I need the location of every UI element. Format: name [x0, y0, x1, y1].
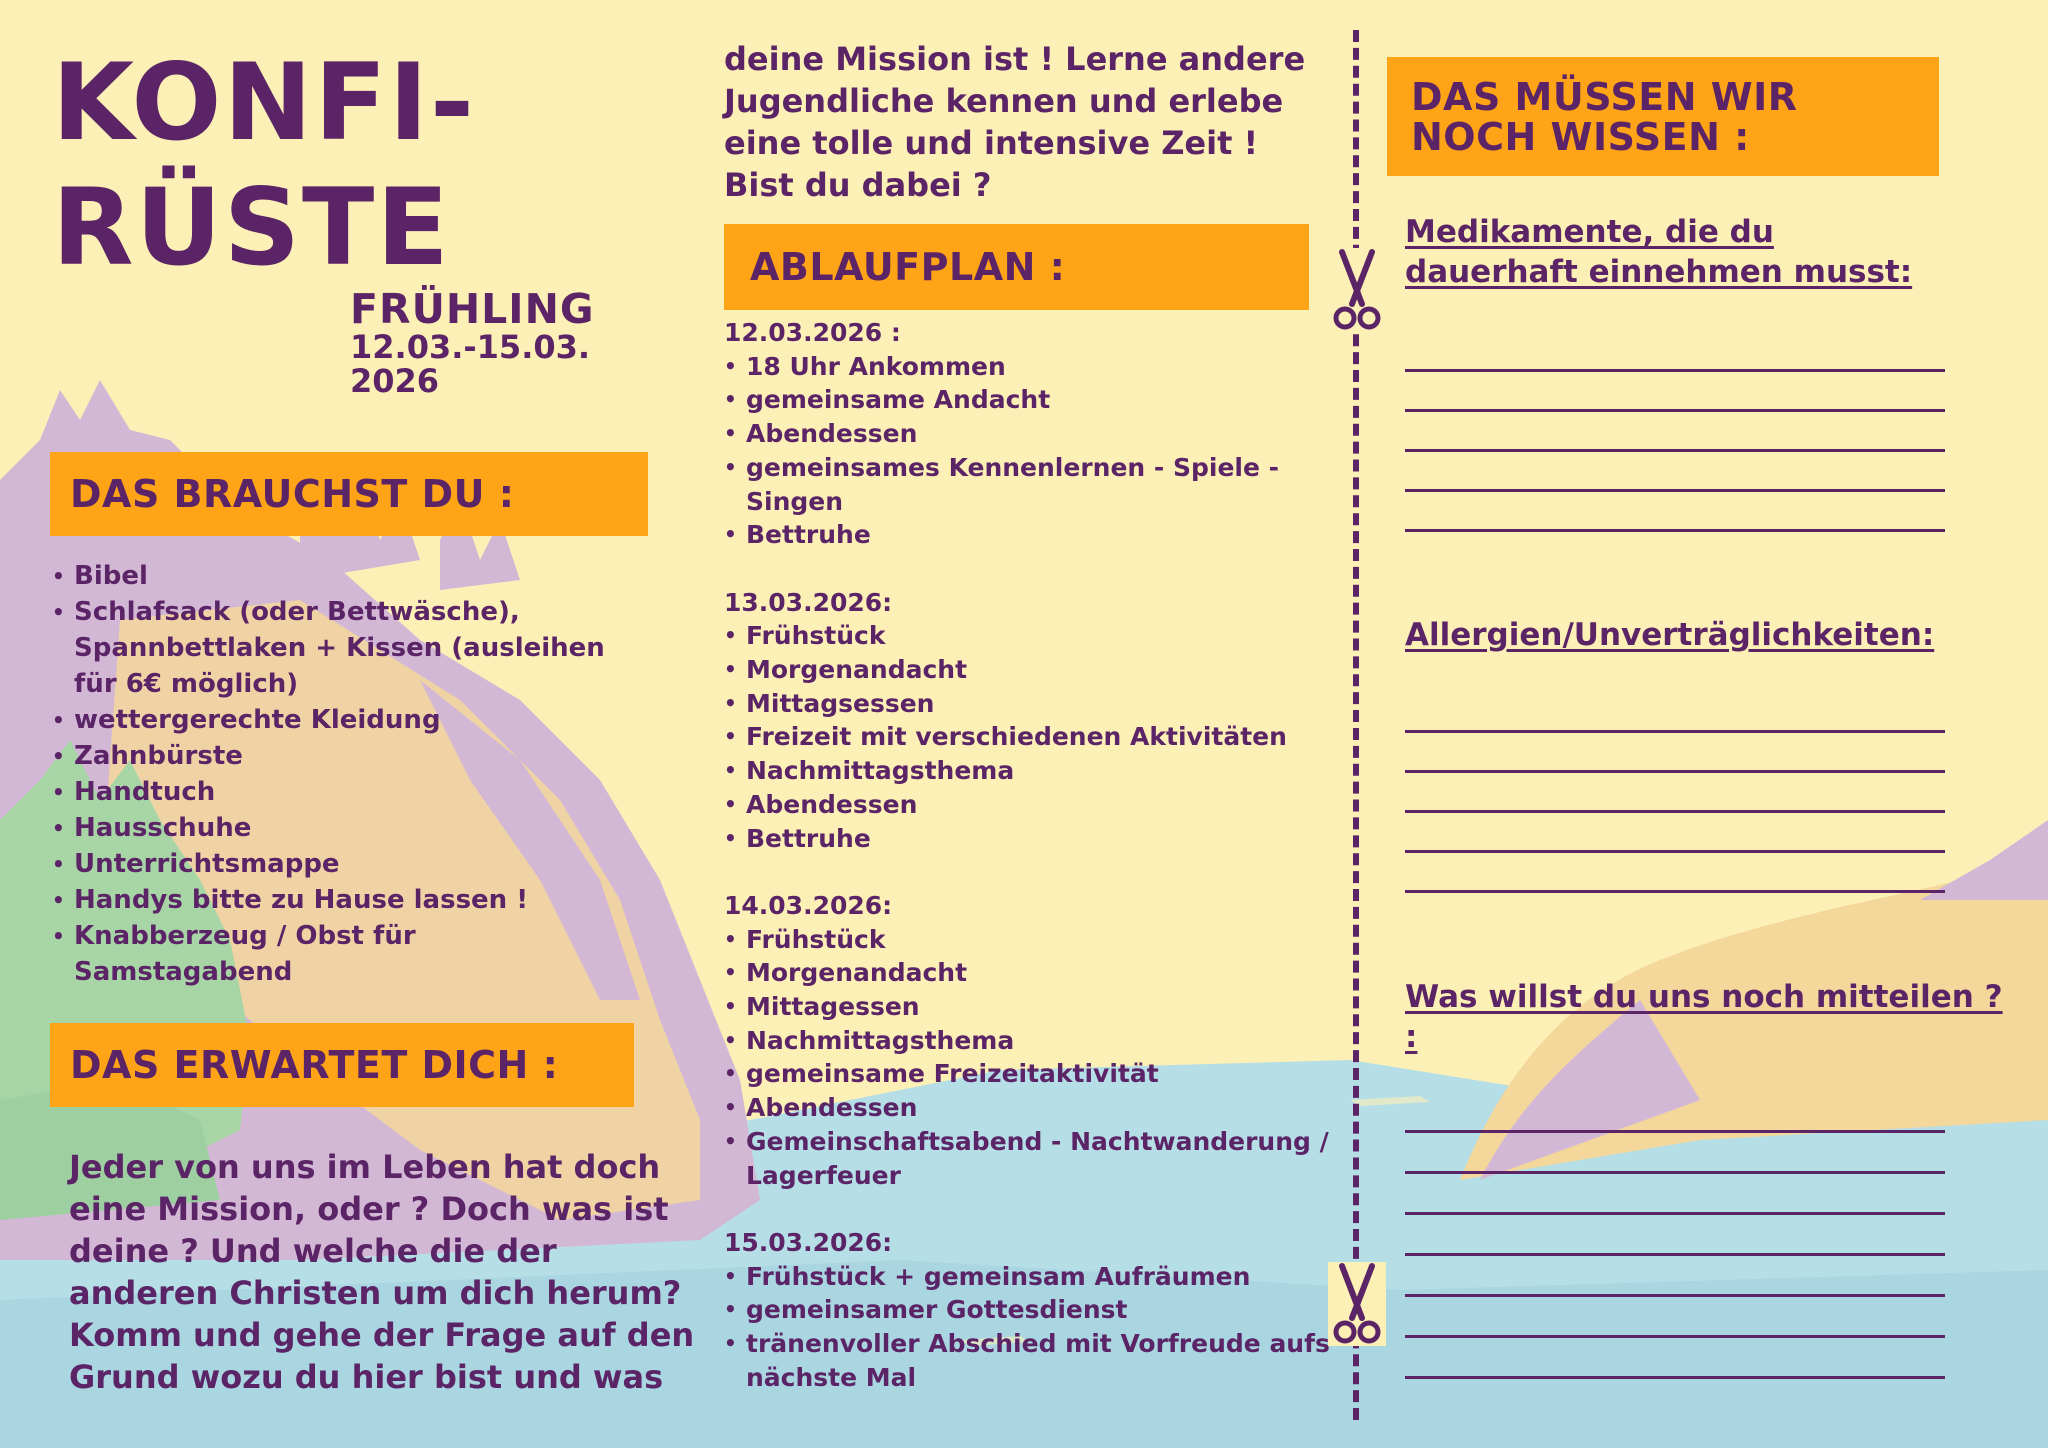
medication-label: Medikamente, die du dauerhaft einnehmen musst:	[1405, 214, 1913, 290]
scissors-icon	[1328, 248, 1386, 332]
schedule-date: 15.03.2026:	[724, 1227, 893, 1257]
schedule-item: • tränenvoller Abschied mit Vorfreude aufs nächste Mal	[746, 1327, 1354, 1394]
schedule-items	[724, 350, 1354, 552]
schedule-item: • gemeinsamer Gottesdienst	[746, 1293, 1354, 1327]
packing-item: • Handtuch	[74, 774, 634, 810]
schedule-day	[724, 316, 1354, 552]
schedule-item: • Morgenandacht	[746, 653, 1354, 687]
schedule-item: • Mittagessen	[746, 990, 1354, 1024]
allergy-label: Allergien/Unverträglichkeiten:	[1405, 617, 1935, 653]
medication-line[interactable]	[1405, 449, 1945, 452]
expect-text-part1: Jeder von uns im Leben hat doch eine Mission, oder ? Doch was ist deine ? Und welche die der anderen Christen um dich herum? Komm und gehe der Frage auf den Grund wozu du hier bist und was	[69, 1148, 695, 1396]
date-year: 2026	[350, 362, 440, 400]
allergy-line[interactable]	[1405, 850, 1945, 853]
message-line[interactable]	[1405, 1253, 1945, 1256]
schedule-item: • Freizeit mit verschiedenen Aktivitäten	[746, 720, 1354, 754]
schedule-day	[724, 889, 1354, 1192]
flyer-title	[52, 40, 476, 290]
scissors-icon	[1328, 1262, 1386, 1346]
date-range: 12.03.-15.03.	[350, 328, 591, 366]
schedule-day	[724, 586, 1354, 856]
schedule-date: 13.03.2026:	[724, 587, 893, 617]
schedule-item: • Nachmittagsthema	[746, 1024, 1354, 1058]
message-label: Was willst du uns noch mitteilen ? :	[1405, 979, 2003, 1055]
allergy-line[interactable]	[1405, 730, 1945, 733]
schedule-list	[724, 316, 1354, 1428]
schedule-item: • gemeinsames Kennenlernen - Spiele - Singen	[746, 451, 1354, 518]
schedule-date: 14.03.2026:	[724, 890, 893, 920]
medication-line[interactable]	[1405, 529, 1945, 532]
schedule-item: • gemeinsame Andacht	[746, 383, 1354, 417]
expect-text-continued: deine Mission ist ! Lerne andere Jugendliche kennen und erlebe eine tolle und intensive Zeit !	[724, 40, 1306, 162]
schedule-item: • Abendessen	[746, 1091, 1354, 1125]
schedule-day	[724, 1226, 1354, 1395]
schedule-item: • Frühstück	[746, 619, 1354, 653]
schedule-item: • gemeinsame Freizeitaktivität	[746, 1057, 1354, 1091]
packing-heading: DAS BRAUCHST DU :	[50, 452, 648, 536]
message-line[interactable]	[1405, 1130, 1945, 1133]
schedule-item: • Frühstück	[746, 923, 1354, 957]
allergy-line[interactable]	[1405, 770, 1945, 773]
cut-line	[1353, 30, 1359, 1420]
schedule-items	[724, 619, 1354, 855]
packing-item: • Zahnbürste	[74, 738, 634, 774]
schedule-item: • Abendessen	[746, 417, 1354, 451]
allergy-line[interactable]	[1405, 890, 1945, 893]
medication-line[interactable]	[1405, 369, 1945, 372]
medication-line[interactable]	[1405, 489, 1945, 492]
medication-line[interactable]	[1405, 409, 1945, 412]
message-line[interactable]	[1405, 1376, 1945, 1379]
schedule-items	[724, 1260, 1354, 1395]
schedule-item: • Morgenandacht	[746, 956, 1354, 990]
schedule-items	[724, 923, 1354, 1193]
packing-item: • Unterrichtsmappe	[74, 846, 634, 882]
title-line-2: RÜSTE	[52, 166, 451, 289]
packing-item: • Hausschuhe	[74, 810, 634, 846]
schedule-item: • 18 Uhr Ankommen	[746, 350, 1354, 384]
schedule-date: 12.03.2026 :	[724, 318, 901, 347]
message-line[interactable]	[1405, 1171, 1945, 1174]
packing-item: • Bibel	[74, 558, 634, 594]
form-heading: DAS MÜSSEN WIR NOCH WISSEN :	[1387, 57, 1939, 176]
schedule-heading: ABLAUFPLAN :	[724, 224, 1309, 310]
packing-item: • Handys bitte zu Hause lassen !	[74, 882, 634, 918]
packing-item: • wettergerechte Kleidung	[74, 702, 634, 738]
title-line-1: KONFI-	[52, 41, 477, 164]
schedule-item: • Bettruhe	[746, 518, 1354, 552]
event-date	[350, 285, 595, 400]
schedule-item: • Gemeinschaftsabend - Nachtwanderung / Lagerfeuer	[746, 1125, 1354, 1192]
message-line[interactable]	[1405, 1212, 1945, 1215]
season-label: FRÜHLING	[350, 285, 595, 333]
message-line[interactable]	[1405, 1335, 1945, 1338]
packing-list	[52, 558, 634, 990]
expect-question: Bist du dabei ?	[724, 166, 992, 204]
packing-item: • Knabberzeug / Obst für Samstagabend	[74, 918, 634, 990]
expect-heading: DAS ERWARTET DICH :	[50, 1023, 634, 1107]
schedule-item: • Abendessen	[746, 788, 1354, 822]
allergy-line[interactable]	[1405, 810, 1945, 813]
packing-item: • Schlafsack (oder Bettwäsche), Spannbettlaken + Kissen (ausleihen für 6€ möglich)	[74, 594, 634, 702]
expect-text-part2	[724, 38, 1344, 206]
schedule-item: • Nachmittagsthema	[746, 754, 1354, 788]
schedule-item: • Bettruhe	[746, 822, 1354, 856]
schedule-item: • Frühstück + gemeinsam Aufräumen	[746, 1260, 1354, 1294]
schedule-item: • Mittagsessen	[746, 687, 1354, 721]
message-line[interactable]	[1405, 1294, 1945, 1297]
